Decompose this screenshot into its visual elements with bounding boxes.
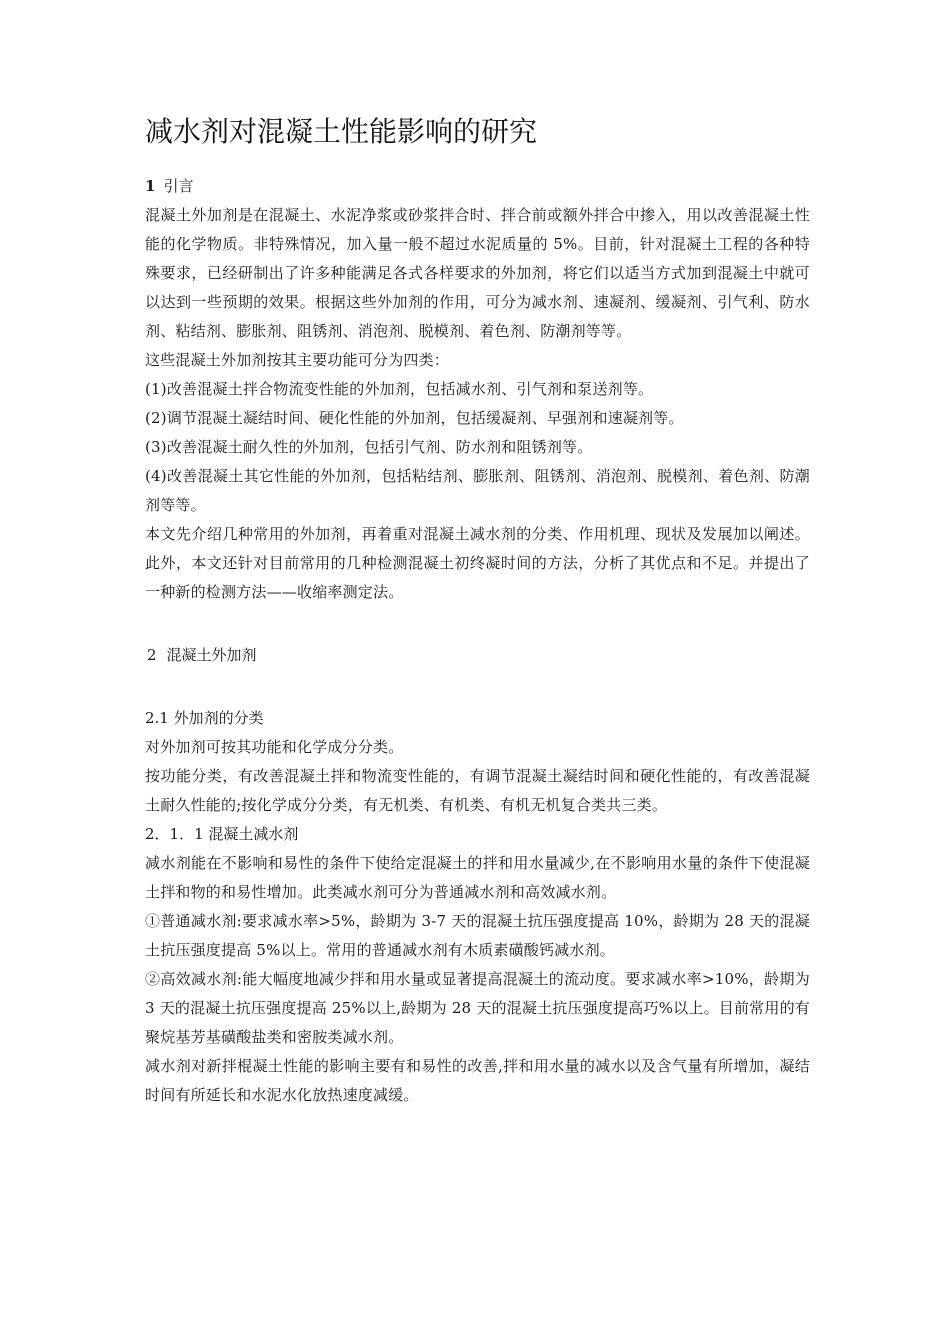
list-item: (4)改善混凝土其它性能的外加剂，包括粘结剂、膨胀剂、阻锈剂、消泡剂、脱模剂、着色剂、防潮剂等等。	[145, 467, 810, 514]
document-title: 减水剂对混凝土性能影响的研究	[145, 115, 538, 148]
list-item: (1)改善混凝土拌合物流变性能的外加剂，包括减水剂、引气剂和泵送剂等。	[145, 380, 654, 398]
paragraph: 这些混凝土外加剂按其主要功能可分为四类：	[145, 351, 450, 369]
section-1-number: 1	[145, 177, 156, 195]
section-1-title: 引言	[163, 177, 194, 195]
list-item: (3)改善混凝土耐久性的外加剂，包括引气剂、防水剂和阻锈剂等。	[145, 438, 593, 456]
paragraph: 减水剂能在不影响和易性的条件下使给定混凝土的拌和用水量减少,在不影响用水量的条件下使混凝土拌和物的和易性增加。此类减水剂可分为普通减水剂和高效减水剂。	[145, 854, 810, 901]
section-2-1-1-heading: 2．1．1 混凝土减水剂	[145, 825, 299, 843]
section-2-1-heading: 2.1 外加剂的分类	[145, 709, 264, 727]
paragraph: 本文先介绍几种常用的外加剂，再着重对混凝土减水剂的分类、作用机理、现状及发展加以阐述。此外，本文还针对目前常用的几种检测混凝土初终凝时间的方法，分析了其优点和不足。并提出了一种新的检测方法——收缩率测定法。	[145, 525, 810, 601]
list-item: (2)调节混凝土凝结时间、硬化性能的外加剂，包括缓凝剂、早强剂和速凝剂等。	[145, 409, 684, 427]
list-item: ②高效减水剂:能大幅度地减少拌和用水量或显著提高混凝土的流动度。要求减水率>10%，龄期为 3 天的混凝土抗压强度提高 25%以上,龄期为 28 天的混凝土抗压强度提高巧%以上。目前常用的有聚烷基芳基磺酸盐类和密胺类减水剂。	[145, 970, 810, 1046]
section-2-heading	[147, 641, 810, 670]
list-item: ①普通减水剂:要求减水率>5%，龄期为 3-7 天的混凝土抗压强度提高 10%，龄期为 28 天的混凝土抗压强度提高 5%以上。常用的普通减水剂有木质素磺酸钙减水剂。	[145, 912, 810, 959]
paragraph: 按功能分类，有改善混凝土拌和物流变性能的，有调节混凝土凝结时间和硬化性能的，有改善混凝土耐久性能的;按化学成分分类，有无机类、有机类、有机无机复合类共三类。	[145, 767, 810, 814]
section-1-heading	[145, 172, 810, 201]
paragraph: 对外加剂可按其功能和化学成分分类。	[145, 738, 404, 756]
paragraph: 混凝土外加剂是在混凝土、水泥净浆或砂浆拌合时、拌合前或额外拌合中掺入，用以改善混凝土性能的化学物质。非特殊情况，加入量一般不超过水泥质量的 5%。目前，针对混凝土工程的各种特殊要求，已经研制出了许多种能满足各式各样要求的外加剂，将它们以适当方式加到混凝土中就可以达到一些预期的效果。根据这些外加剂的作用，可分为减水剂、速凝剂、缓凝剂、引气利、防水剂、粘结剂、膨胀剂、阻锈剂、消泡剂、脱模剂、着色剂、防潮剂等等。	[145, 206, 810, 340]
paragraph: 减水剂对新拌棍凝土性能的影响主要有和易性的改善,拌和用水量的减水以及含气量有所增加，凝结时间有所延长和水泥水化放热速度减缓。	[145, 1057, 810, 1104]
section-2-number: 2	[147, 646, 157, 664]
section-2-title: 混凝土外加剂	[166, 646, 257, 664]
document-page	[145, 112, 810, 1110]
